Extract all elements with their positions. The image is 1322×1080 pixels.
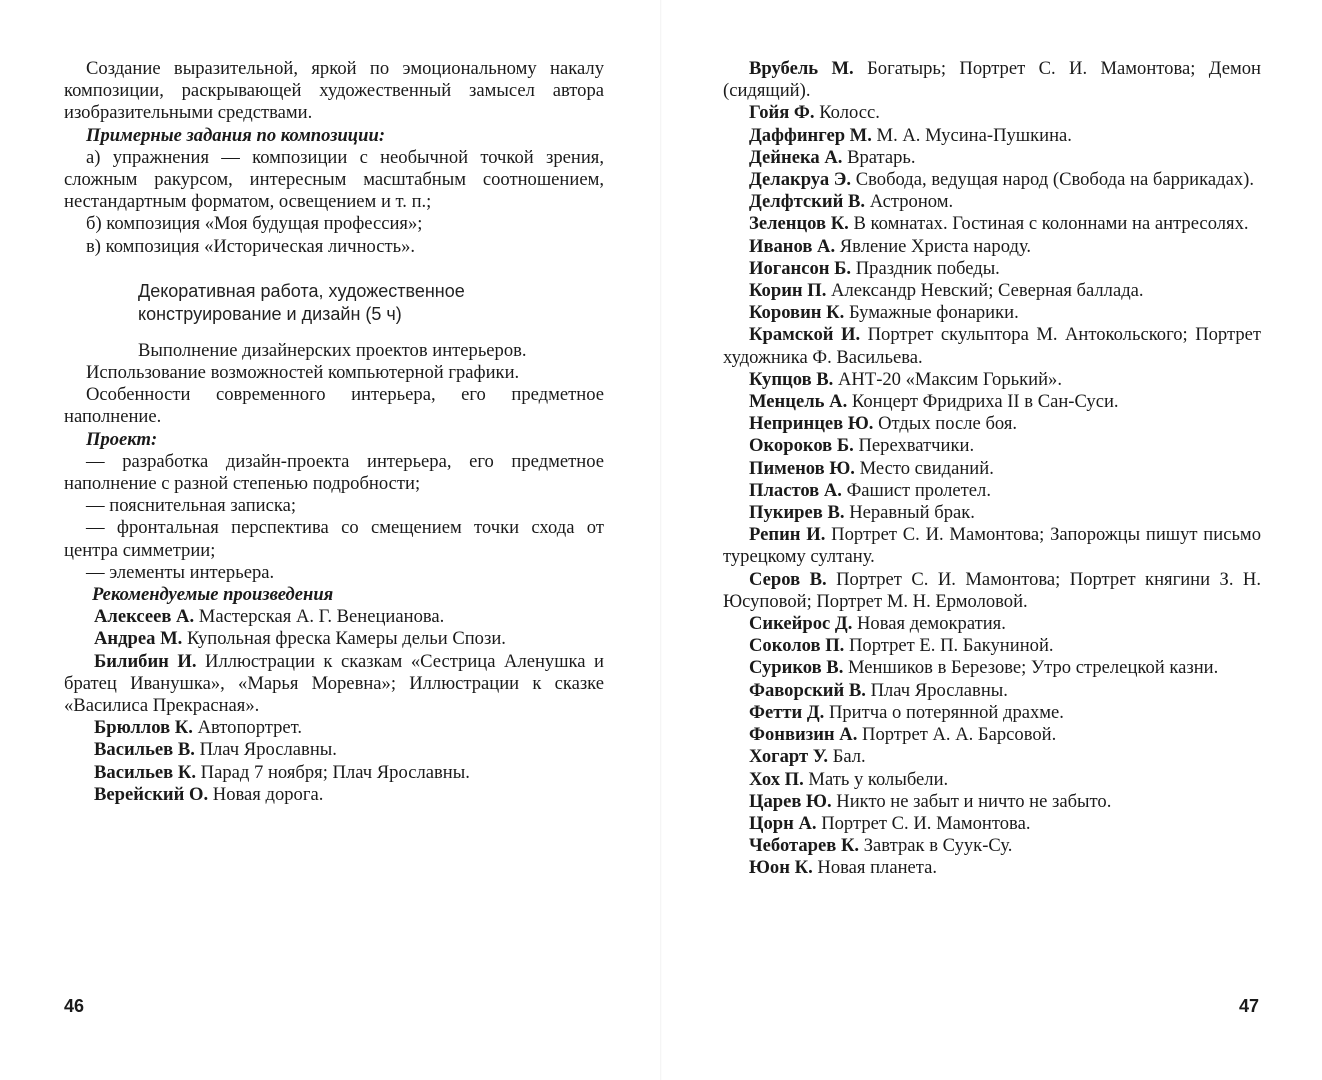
work-title: АНТ-20 «Максим Горький». <box>837 368 1062 390</box>
work-title: Бал. <box>832 746 866 768</box>
section-title <box>138 280 604 326</box>
work-author: Брюллов К. <box>94 717 193 739</box>
tasks-heading: Примерные задания по композиции: <box>86 124 386 146</box>
work-author: Фетти Д. <box>749 701 825 723</box>
work-author: Крамской И. <box>749 324 861 346</box>
list-item <box>723 502 1261 524</box>
section-title-line: конструирование и дизайн (5 ч) <box>138 303 402 324</box>
paragraph: Особенности современного интерьера, его предметное наполнение. <box>64 384 604 428</box>
list-item <box>723 657 1261 679</box>
work-title: Концерт Фридриха II в Сан-Суси. <box>851 391 1119 413</box>
work-author: Пукирев В. <box>749 502 845 524</box>
section-title-line: Декоративная работа, художественное <box>138 280 465 301</box>
list-item <box>723 635 1261 657</box>
work-author: Андреа М. <box>94 628 183 650</box>
task-item: в) композиция «Историческая личность». <box>86 235 416 257</box>
work-author: Васильев В. <box>94 739 195 761</box>
work-author: Коровин К. <box>749 302 845 324</box>
work-author: Дейнека А. <box>749 146 843 168</box>
work-title: Новая демократия. <box>857 613 1006 635</box>
work-title: Никто не забыт и ничто не забыто. <box>836 790 1112 812</box>
list-item <box>723 58 1261 102</box>
project-list <box>64 451 604 584</box>
work-author: Пластов А. <box>749 479 842 501</box>
list-item <box>723 213 1261 235</box>
work-author: Пименов Ю. <box>749 457 855 479</box>
work-author: Фонвизин А. <box>749 724 858 746</box>
list-item <box>723 391 1261 413</box>
work-author: Билибин И. <box>94 650 197 672</box>
list-item <box>723 258 1261 280</box>
work-author: Гойя Ф. <box>749 102 815 124</box>
work-title: Купольная фреска Камеры дельи Спози. <box>186 628 506 650</box>
work-title: Фашист пролетел. <box>846 479 991 501</box>
tasks-list <box>64 147 604 258</box>
work-author: Васильев К. <box>94 761 197 783</box>
work-author: Юон К. <box>749 857 813 879</box>
work-title: Богатырь; Портрет С. И. Мамонтова; Демон (сидящий). <box>723 58 1261 102</box>
project-item: — элементы интерьера. <box>86 561 275 583</box>
work-author: Сикейрос Д. <box>749 613 853 635</box>
right-page <box>661 0 1322 1080</box>
work-author: Цорн А. <box>749 812 817 834</box>
paragraph: Выполнение дизайнерских проектов интерьеров. <box>138 339 527 361</box>
work-title: Портрет С. И. Мамонтова. <box>821 812 1031 834</box>
work-author: Соколов П. <box>749 635 845 657</box>
work-title: Неравный брак. <box>849 502 975 524</box>
work-title: Иллюстрации к сказкам «Сестрица Аленушка и братец Иванушка», «Марья Моревна»; Иллюстрации к сказке «Василиса Прекрасная». <box>64 650 605 717</box>
list-item <box>723 702 1261 724</box>
work-author: Репин И. <box>749 524 826 546</box>
work-title: Новая дорога. <box>212 783 324 805</box>
list-item <box>723 613 1261 635</box>
work-title: Колосс. <box>819 102 880 124</box>
list-item <box>723 191 1261 213</box>
work-author: Царев Ю. <box>749 790 832 812</box>
work-title: Вратарь. <box>847 146 916 168</box>
work-author: Хох П. <box>749 768 804 790</box>
work-title: Портрет скульптора М. Антокольского; Портрет художника Ф. Васильева. <box>723 324 1261 368</box>
list-item <box>723 769 1261 791</box>
work-author: Иванов А. <box>749 235 836 257</box>
list-item <box>64 606 604 628</box>
works-list <box>723 58 1261 880</box>
work-title: Автопортрет. <box>197 717 303 739</box>
project-heading: Проект: <box>86 428 158 450</box>
list-item <box>723 435 1261 457</box>
work-title: Портрет С. И. Мамонтова; Запорожцы пишут письмо турецкому султану. <box>723 524 1261 568</box>
list-item <box>723 791 1261 813</box>
work-author: Непринцев Ю. <box>749 413 874 435</box>
work-title: Свобода, ведущая народ (Свобода на баррикадах). <box>855 169 1254 191</box>
right-column <box>723 58 1261 880</box>
work-author: Окороков Б. <box>749 435 854 457</box>
list-item <box>723 458 1261 480</box>
work-title: В комнатах. Гостиная с колоннами на антресолях. <box>853 213 1249 235</box>
list-item <box>723 524 1261 568</box>
list-item <box>723 280 1261 302</box>
list-item <box>723 813 1261 835</box>
list-item <box>723 569 1261 613</box>
work-title: Мастерская А. Г. Венецианова. <box>198 606 445 628</box>
list-item <box>723 413 1261 435</box>
work-author: Даффингер М. <box>749 124 872 146</box>
recommended-heading: Рекомендуемые произведения <box>92 584 334 606</box>
project-item: — разработка дизайн-проекта интерьера, его предметное наполнение с разной степенью подробности; <box>64 450 604 495</box>
work-author: Врубель М. <box>749 58 854 79</box>
left-column <box>64 58 604 806</box>
work-title: М. А. Мусина-Пушкина. <box>876 124 1072 146</box>
work-title: Новая планета. <box>817 857 938 879</box>
work-title: Плач Ярославны. <box>199 739 337 761</box>
work-author: Верейский О. <box>94 783 209 805</box>
work-author: Иогансон Б. <box>749 257 852 279</box>
paragraph: Использование возможностей компьютерной графики. <box>86 362 520 384</box>
work-title: Мать у колыбели. <box>808 768 949 790</box>
work-title: Александр Невский; Северная баллада. <box>831 280 1144 302</box>
work-title: Портрет А. А. Барсовой. <box>862 724 1057 746</box>
task-item: б) композиция «Моя будущая профессия»; <box>86 213 423 235</box>
work-title: Завтрак в Суук-Су. <box>863 835 1013 857</box>
work-title: Отдых после боя. <box>878 413 1018 435</box>
list-item <box>723 236 1261 258</box>
project-item: — пояснительная записка; <box>86 495 297 517</box>
list-item <box>723 857 1261 879</box>
work-author: Суриков В. <box>749 657 844 679</box>
work-title: Притча о потерянной драхме. <box>828 701 1064 723</box>
work-title: Меншиков в Березове; Утро стрелецкой казни. <box>848 657 1219 679</box>
page-number: 47 <box>1239 996 1260 1016</box>
work-author: Чеботарев К. <box>749 835 860 857</box>
list-item <box>723 102 1261 124</box>
work-title: Праздник победы. <box>855 257 1000 279</box>
list-item <box>723 724 1261 746</box>
list-item <box>723 125 1261 147</box>
work-author: Делфтский В. <box>749 191 866 213</box>
work-author: Делакруа Э. <box>749 169 852 191</box>
work-title: Перехватчики. <box>858 435 975 457</box>
list-item <box>723 746 1261 768</box>
list-item <box>723 147 1261 169</box>
work-author: Зеленцов К. <box>749 213 849 235</box>
work-title: Бумажные фонарики. <box>848 302 1019 324</box>
list-item <box>723 324 1261 368</box>
list-item <box>64 784 604 806</box>
work-title: Портрет С. И. Мамонтова; Портрет княгини З. Н. Юсуповой; Портрет М. Н. Ермоловой. <box>723 568 1262 612</box>
work-title: Явление Христа народу. <box>839 235 1032 257</box>
list-item <box>723 169 1261 191</box>
work-title: Место свиданий. <box>859 457 994 479</box>
task-item: а) упражнения — композиции с необычной точкой зрения, сложным ракурсом, интересным масштабным соотношением, нестандартным форматом, освещением и т. п.; <box>64 146 604 213</box>
intro-paragraph: Создание выразительной, яркой по эмоциональному накалу композиции, раскрывающей художественный замысел автора изобразительными средствами. <box>64 58 604 124</box>
work-title: Портрет Е. П. Бакуниной. <box>848 635 1054 657</box>
work-author: Алексеев А. <box>94 606 195 628</box>
work-author: Корин П. <box>749 280 827 302</box>
list-item <box>64 739 604 761</box>
list-item <box>723 680 1261 702</box>
works-list <box>64 606 604 806</box>
list-item <box>64 717 604 739</box>
work-author: Фаворский В. <box>749 679 866 701</box>
list-item <box>723 369 1261 391</box>
project-item: — фронтальная перспектива со смещением точки схода от центра симметрии; <box>64 517 604 561</box>
list-item <box>723 835 1261 857</box>
list-item <box>723 302 1261 324</box>
list-item <box>64 762 604 784</box>
work-author: Купцов В. <box>749 368 834 390</box>
list-item <box>64 628 604 650</box>
list-item <box>723 480 1261 502</box>
list-item <box>64 651 604 718</box>
work-title: Парад 7 ноября; Плач Ярославны. <box>200 761 470 783</box>
work-title: Плач Ярославны. <box>870 679 1008 701</box>
work-author: Хогарт У. <box>749 746 829 768</box>
page-number: 46 <box>64 996 85 1016</box>
work-author: Менцель А. <box>749 391 848 413</box>
work-author: Серов В. <box>749 568 827 590</box>
work-title: Астроном. <box>869 191 954 213</box>
